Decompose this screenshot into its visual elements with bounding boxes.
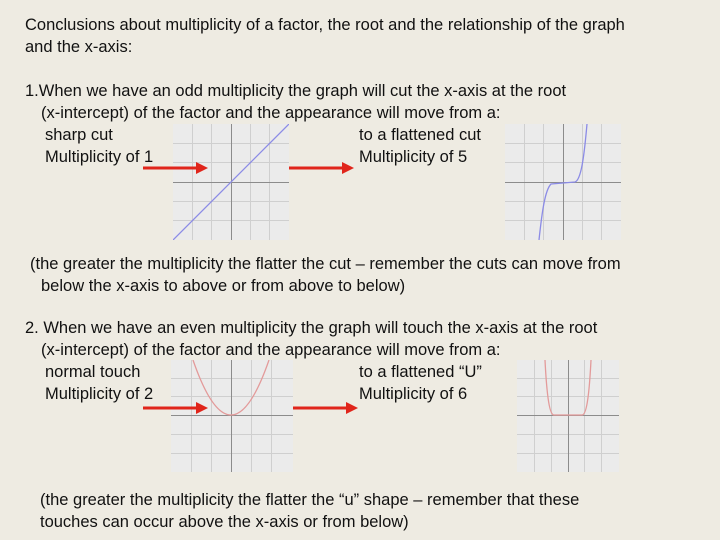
- arrow-even-left: [143, 401, 208, 415]
- heading-line-2: and the x-axis:: [25, 38, 133, 56]
- arrow-odd-left: [143, 161, 208, 175]
- odd-right-multiplicity: Multiplicity of 5: [359, 148, 468, 166]
- odd-left-multiplicity: Multiplicity of 1: [45, 148, 154, 166]
- arrow-even-right: [293, 401, 358, 415]
- arrow-odd-right: [289, 161, 354, 175]
- even-note-line-2: touches can occur above the x-axis or from below): [40, 513, 409, 531]
- graph-multiplicity-2: [171, 360, 293, 472]
- odd-line-2: (x-intercept) of the factor and the appearance will move from a:: [41, 104, 501, 122]
- odd-note-line-1: (the greater the multiplicity the flatter the cut – remember the cuts can move from: [30, 255, 621, 273]
- graph-multiplicity-6: [517, 360, 619, 472]
- even-line-1: 2. When we have an even multiplicity the graph will touch the x-axis at the root: [25, 319, 598, 337]
- odd-right-label: to a flattened cut: [359, 126, 482, 144]
- even-right-label: to a flattened “U”: [359, 363, 482, 381]
- even-left-label: normal touch: [45, 363, 141, 381]
- even-line-2: (x-intercept) of the factor and the appearance will move from a:: [41, 341, 501, 359]
- graph-multiplicity-1: [173, 124, 289, 240]
- even-note-line-1: (the greater the multiplicity the flatter the “u” shape – remember that these: [40, 491, 580, 509]
- even-left-multiplicity: Multiplicity of 2: [45, 385, 154, 403]
- odd-note-line-2: below the x-axis to above or from above to below): [41, 277, 406, 295]
- heading-line-1: Conclusions about multiplicity of a factor, the root and the relationship of the graph: [25, 16, 625, 34]
- odd-left-label: sharp cut: [45, 126, 113, 144]
- graph-multiplicity-5: [505, 124, 621, 240]
- odd-line-1: 1.When we have an odd multiplicity the graph will cut the x-axis at the root: [25, 82, 567, 100]
- even-right-multiplicity: Multiplicity of 6: [359, 385, 468, 403]
